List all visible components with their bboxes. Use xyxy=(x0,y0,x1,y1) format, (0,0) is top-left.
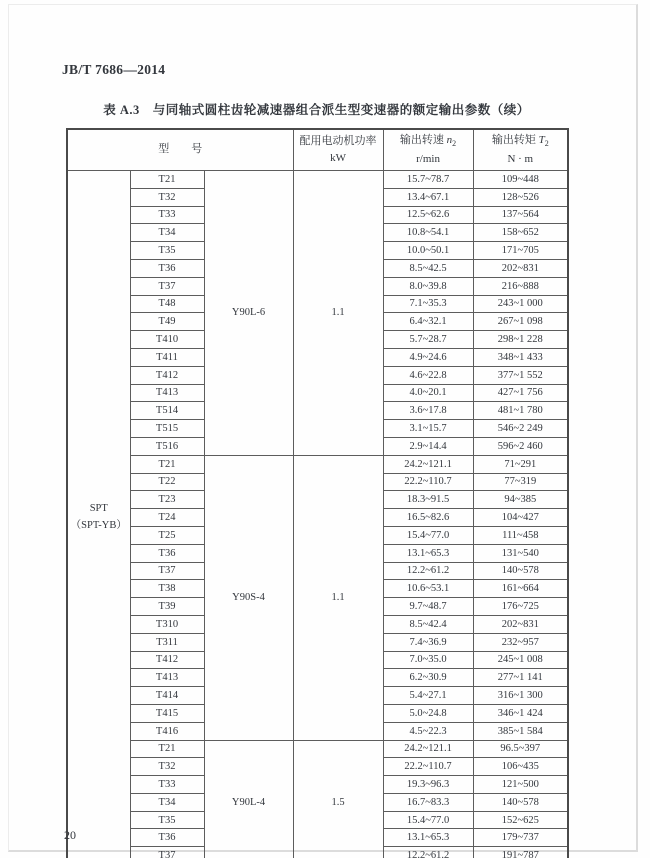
model-cell: T413 xyxy=(130,669,204,687)
model-cell: T412 xyxy=(130,366,204,384)
motor-cell: Y90L-4 xyxy=(204,740,293,858)
torque-cell: 128~526 xyxy=(473,188,568,206)
model-cell: T414 xyxy=(130,687,204,705)
torque-cell: 179~737 xyxy=(473,829,568,847)
table-title: 表 A.3 与同轴式圆柱齿轮减速器组合派生型变速器的额定输出参数（续） xyxy=(103,103,530,117)
torque-cell: 176~725 xyxy=(473,598,568,616)
model-cell: T21 xyxy=(130,455,204,473)
model-cell: T413 xyxy=(130,384,204,402)
torque-cell: 140~578 xyxy=(473,793,568,811)
model-cell: T310 xyxy=(130,615,204,633)
torque-cell: 111~458 xyxy=(473,526,568,544)
torque-cell: 191~787 xyxy=(473,847,568,858)
torque-label: 输出转矩 xyxy=(491,134,536,147)
speed-cell: 4.6~22.8 xyxy=(383,366,473,384)
output-parameters-table xyxy=(66,128,569,858)
speed-cell: 16.7~83.3 xyxy=(383,793,473,811)
torque-cell: 427~1 756 xyxy=(473,384,568,402)
torque-cell: 77~319 xyxy=(473,473,568,491)
torque-cell: 245~1 008 xyxy=(473,651,568,669)
model-cell: T37 xyxy=(130,277,204,295)
model-cell: T311 xyxy=(130,633,204,651)
model-cell: T39 xyxy=(130,598,204,616)
speed-cell: 2.9~14.4 xyxy=(383,437,473,455)
torque-cell: 348~1 433 xyxy=(473,348,568,366)
model-cell: T36 xyxy=(130,829,204,847)
model-cell: T35 xyxy=(130,242,204,260)
speed-symbol: n xyxy=(446,134,453,147)
speed-cell: 15.4~77.0 xyxy=(383,526,473,544)
torque-cell: 346~1 424 xyxy=(473,704,568,722)
model-cell: T516 xyxy=(130,437,204,455)
speed-cell: 10.0~50.1 xyxy=(383,242,473,260)
speed-cell: 15.7~78.7 xyxy=(383,171,473,189)
speed-cell: 6.4~32.1 xyxy=(383,313,473,331)
torque-cell: 596~2 460 xyxy=(473,437,568,455)
torque-cell: 298~1 228 xyxy=(473,331,568,349)
model-cell: T49 xyxy=(130,313,204,331)
model-cell: T32 xyxy=(130,188,204,206)
power-label: 配用电动机功率 xyxy=(299,134,377,147)
motor-cell: Y90L-6 xyxy=(204,171,293,456)
torque-cell: 106~435 xyxy=(473,758,568,776)
torque-cell: 202~831 xyxy=(473,615,568,633)
speed-cell: 15.4~77.0 xyxy=(383,811,473,829)
model-cell: T415 xyxy=(130,704,204,722)
speed-cell: 4.0~20.1 xyxy=(383,384,473,402)
speed-cell: 13.1~65.3 xyxy=(383,829,473,847)
torque-cell: 158~652 xyxy=(473,224,568,242)
speed-cell: 13.4~67.1 xyxy=(383,188,473,206)
speed-cell: 7.1~35.3 xyxy=(383,295,473,313)
speed-cell: 4.5~22.3 xyxy=(383,722,473,740)
table-row xyxy=(67,171,568,189)
torque-cell: 243~1 000 xyxy=(473,295,568,313)
speed-cell: 5.0~24.8 xyxy=(383,704,473,722)
model-cell: T411 xyxy=(130,348,204,366)
motor-cell: Y90S-4 xyxy=(204,455,293,740)
model-cell: T410 xyxy=(130,331,204,349)
speed-cell: 13.1~65.3 xyxy=(383,544,473,562)
model-cell: T412 xyxy=(130,651,204,669)
power-cell: 1.5 xyxy=(293,740,383,858)
model-cell: T34 xyxy=(130,793,204,811)
torque-cell: 121~500 xyxy=(473,776,568,794)
speed-cell: 12.2~61.2 xyxy=(383,847,473,858)
torque-cell: 109~448 xyxy=(473,171,568,189)
column-header-power xyxy=(293,129,383,171)
torque-cell: 71~291 xyxy=(473,455,568,473)
torque-cell: 385~1 584 xyxy=(473,722,568,740)
torque-cell: 152~625 xyxy=(473,811,568,829)
speed-cell: 3.1~15.7 xyxy=(383,420,473,438)
table-row xyxy=(67,740,568,758)
model-cell: T35 xyxy=(130,811,204,829)
speed-label: 输出转速 xyxy=(399,134,444,147)
column-header-speed xyxy=(383,129,473,171)
power-cell: 1.1 xyxy=(293,171,383,456)
model-cell: T25 xyxy=(130,526,204,544)
power-cell: 1.1 xyxy=(293,455,383,740)
torque-cell: 171~705 xyxy=(473,242,568,260)
speed-cell: 12.5~62.6 xyxy=(383,206,473,224)
speed-subscript: 2 xyxy=(452,139,457,149)
speed-cell: 8.0~39.8 xyxy=(383,277,473,295)
model-cell: T33 xyxy=(130,206,204,224)
model-cell: T36 xyxy=(130,544,204,562)
standard-number: JB/T 7686—2014 xyxy=(62,62,166,77)
torque-symbol: T xyxy=(538,134,545,147)
speed-cell: 9.7~48.7 xyxy=(383,598,473,616)
torque-cell: 267~1 098 xyxy=(473,313,568,331)
column-header-model: 型 号 xyxy=(67,129,293,171)
model-cell: T24 xyxy=(130,509,204,527)
speed-cell: 24.2~121.1 xyxy=(383,740,473,758)
model-cell: T34 xyxy=(130,224,204,242)
speed-unit: r/min xyxy=(416,152,440,165)
torque-cell: 202~831 xyxy=(473,259,568,277)
speed-cell: 5.7~28.7 xyxy=(383,331,473,349)
speed-cell: 6.2~30.9 xyxy=(383,669,473,687)
model-cell: T38 xyxy=(130,580,204,598)
header-row xyxy=(67,129,568,171)
torque-cell: 216~888 xyxy=(473,277,568,295)
speed-cell: 7.4~36.9 xyxy=(383,633,473,651)
model-cell: T22 xyxy=(130,473,204,491)
torque-cell: 140~578 xyxy=(473,562,568,580)
model-cell: T514 xyxy=(130,402,204,420)
speed-cell: 24.2~121.1 xyxy=(383,455,473,473)
torque-subscript: 2 xyxy=(544,139,549,149)
torque-cell: 277~1 141 xyxy=(473,669,568,687)
speed-cell: 10.6~53.1 xyxy=(383,580,473,598)
speed-cell: 10.8~54.1 xyxy=(383,224,473,242)
model-cell: T416 xyxy=(130,722,204,740)
speed-cell: 22.2~110.7 xyxy=(383,473,473,491)
speed-cell: 5.4~27.1 xyxy=(383,687,473,705)
torque-cell: 161~664 xyxy=(473,580,568,598)
model-cell: T37 xyxy=(130,562,204,580)
torque-cell: 94~385 xyxy=(473,491,568,509)
torque-cell: 316~1 300 xyxy=(473,687,568,705)
torque-cell: 546~2 249 xyxy=(473,420,568,438)
model-cell: T48 xyxy=(130,295,204,313)
torque-cell: 377~1 552 xyxy=(473,366,568,384)
page-number: 20 xyxy=(64,828,76,842)
speed-cell: 19.3~96.3 xyxy=(383,776,473,794)
table-row xyxy=(67,455,568,473)
speed-cell: 7.0~35.0 xyxy=(383,651,473,669)
speed-cell: 16.5~82.6 xyxy=(383,509,473,527)
torque-cell: 232~957 xyxy=(473,633,568,651)
speed-cell: 8.5~42.4 xyxy=(383,615,473,633)
speed-cell: 18.3~91.5 xyxy=(383,491,473,509)
torque-cell: 131~540 xyxy=(473,544,568,562)
model-cell: T36 xyxy=(130,259,204,277)
column-header-torque xyxy=(473,129,568,171)
torque-cell: 137~564 xyxy=(473,206,568,224)
model-cell: T515 xyxy=(130,420,204,438)
model-cell: T33 xyxy=(130,776,204,794)
model-cell: T21 xyxy=(130,171,204,189)
torque-cell: 104~427 xyxy=(473,509,568,527)
power-unit: kW xyxy=(330,152,346,164)
torque-unit: N · m xyxy=(507,152,534,165)
speed-cell: 22.2~110.7 xyxy=(383,758,473,776)
model-cell: T32 xyxy=(130,758,204,776)
speed-cell: 3.6~17.8 xyxy=(383,402,473,420)
series-cell xyxy=(67,171,130,858)
model-cell: T37 xyxy=(130,847,204,858)
torque-cell: 481~1 780 xyxy=(473,402,568,420)
model-cell: T21 xyxy=(130,740,204,758)
series-variant: （SPT-YB） xyxy=(70,519,127,531)
speed-cell: 12.2~61.2 xyxy=(383,562,473,580)
model-cell: T23 xyxy=(130,491,204,509)
speed-cell: 8.5~42.5 xyxy=(383,259,473,277)
series-name: SPT xyxy=(89,502,108,514)
table-body xyxy=(67,171,568,858)
speed-cell: 4.9~24.6 xyxy=(383,348,473,366)
torque-cell: 96.5~397 xyxy=(473,740,568,758)
